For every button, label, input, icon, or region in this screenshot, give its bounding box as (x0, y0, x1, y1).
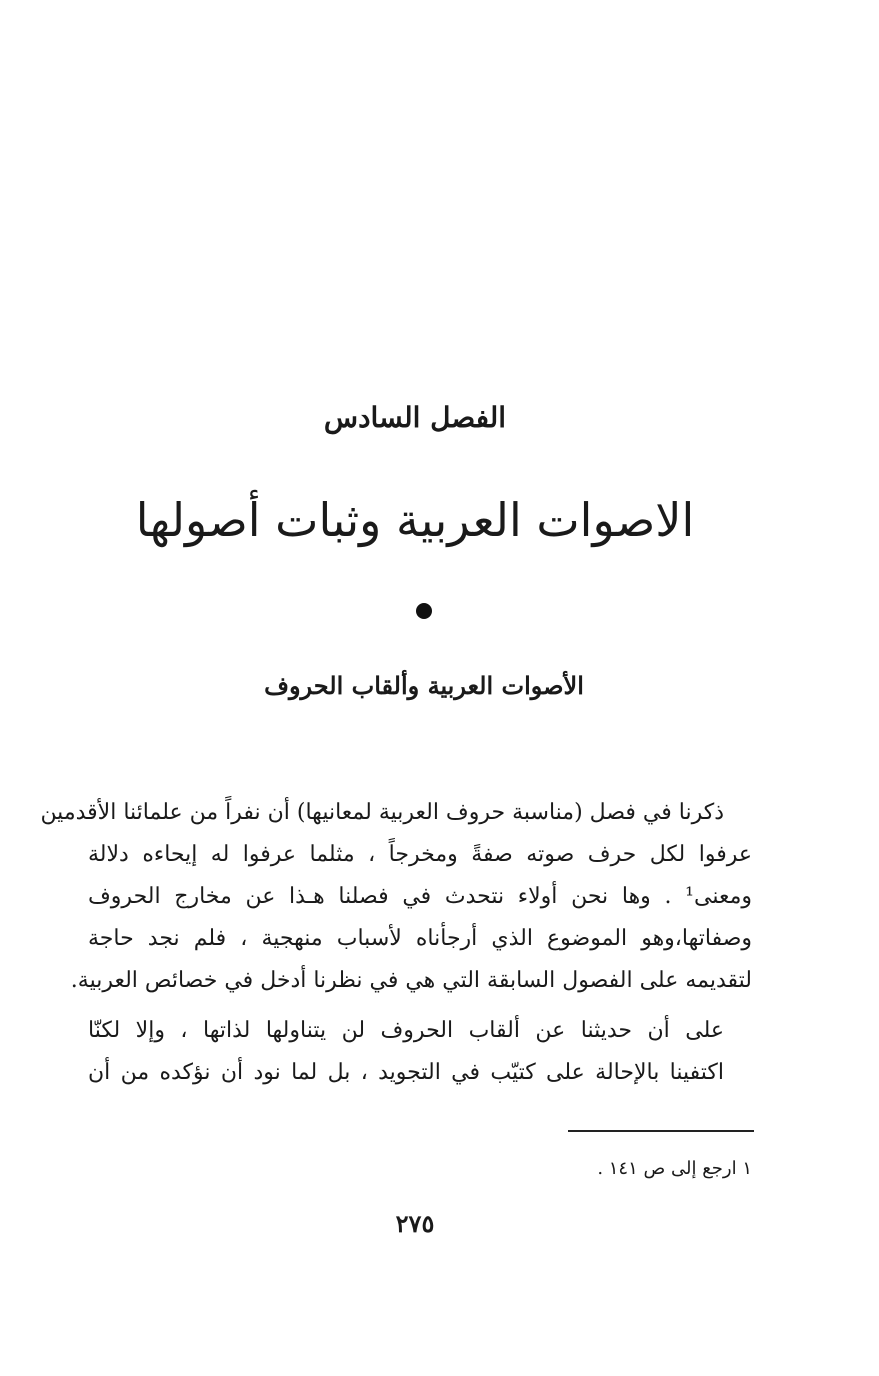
paragraph-line: ومعنى¹ . وها نحن أولاء نتحدث في فصلنا هـذا عن مخارج الحروف (88, 884, 752, 909)
paragraph-line: على أن حديثنا عن ألقاب الحروف لن يتناولها لذاتها ، وإلا لكنّا (88, 1018, 724, 1043)
footnote-divider (568, 1130, 754, 1132)
bullet-ornament (416, 603, 432, 619)
paragraph-2 (88, 1010, 752, 1094)
paragraph-line: اكتفينا بالإحالة على كتيّب في التجويد ، بل لما نود أن نؤكده من أن (88, 1060, 724, 1085)
paragraph-line: عرفوا لكل حرف صوته صفةً ومخرجاً ، مثلما عرفوا له إيحاءه دلالة (88, 842, 752, 867)
paragraph-line: وصفاتها،وهو الموضوع الذي أرجأناه لأسباب منهجية ، فلم نجد حاجة (88, 926, 752, 951)
chapter-title: الاصوات العربية وثبات أصولها (135, 493, 695, 547)
chapter-label: الفصل السادس (323, 401, 507, 434)
paragraph-line: ذكرنا في فصل (مناسبة حروف العربية لمعانيها) أن نفراً من علمائنا الأقدمين (40, 800, 724, 825)
page-number: ٢٧٥ (395, 1209, 435, 1238)
section-heading: الأصوات العربية وألقاب الحروف (264, 671, 584, 700)
footnote: ١ ارجع إلى ص ١٤١ . (597, 1158, 752, 1179)
paragraph-line: لتقديمه على الفصول السابقة التي هي في نظرنا أدخل في خصائص العربية. (70, 968, 752, 993)
paragraph-1 (40, 792, 752, 1002)
